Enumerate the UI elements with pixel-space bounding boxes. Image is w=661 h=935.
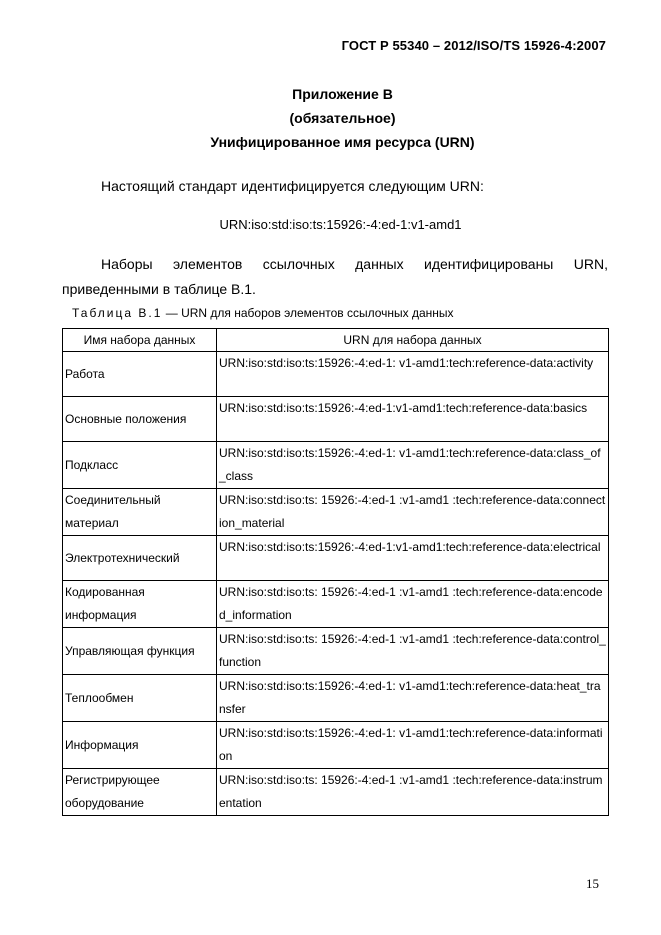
table-caption-label: Таблица В.1 bbox=[72, 306, 163, 320]
table-caption-text: — URN для наборов элементов ссылочных данных bbox=[162, 306, 454, 320]
column-header-name: Имя набора данных bbox=[63, 329, 217, 352]
dataset-name-cell: Кодированная информация bbox=[63, 581, 217, 628]
table-header-row bbox=[63, 329, 609, 352]
table-row bbox=[63, 628, 609, 675]
table-row bbox=[63, 352, 609, 397]
standard-urn: URN:iso:std:iso:ts:15926:-4:ed-1:v1-amd1 bbox=[219, 217, 462, 232]
dataset-name-cell: Электротехнический bbox=[63, 536, 217, 581]
table-row bbox=[63, 442, 609, 489]
dataset-urn-cell: URN:iso:std:iso:ts:15926:-4:ed-1: v1-amd1:tech:reference-data:activity bbox=[217, 352, 609, 397]
dataset-name-cell: Соединительный материал bbox=[63, 489, 217, 536]
document-header: ГОСТ Р 55340 – 2012/ISO/TS 15926-4:2007 bbox=[341, 38, 606, 53]
urn-table bbox=[62, 328, 609, 816]
dataset-name-cell: Подкласс bbox=[63, 442, 217, 489]
dataset-urn-cell: URN:iso:std:iso:ts: 15926:-4:ed-1 :v1-amd1 :tech:reference-data:instrumentation bbox=[217, 769, 609, 816]
dataset-urn-cell: URN:iso:std:iso:ts:15926:-4:ed-1:v1-amd1:tech:reference-data:electrical bbox=[217, 536, 609, 581]
dataset-urn-cell: URN:iso:std:iso:ts: 15926:-4:ed-1 :v1-amd1 :tech:reference-data:encoded_information bbox=[217, 581, 609, 628]
dataset-urn-cell: URN:iso:std:iso:ts: 15926:-4:ed-1 :v1-amd1 :tech:reference-data:control_function bbox=[217, 628, 609, 675]
dataset-urn-cell: URN:iso:std:iso:ts:15926:-4:ed-1: v1-amd1:tech:reference-data:class_of_class bbox=[217, 442, 609, 489]
table-row bbox=[63, 489, 609, 536]
annex-status: (обязательное) bbox=[289, 110, 396, 126]
table-row bbox=[63, 722, 609, 769]
dataset-name-cell: Основные положения bbox=[63, 397, 217, 442]
table-row bbox=[63, 769, 609, 816]
dataset-name-cell: Теплообмен bbox=[63, 675, 217, 722]
dataset-name-cell: Информация bbox=[63, 722, 217, 769]
table-caption bbox=[72, 306, 454, 320]
dataset-name-cell: Регистрирующее оборудование bbox=[63, 769, 217, 816]
page-number: 15 bbox=[586, 876, 599, 891]
table-row bbox=[63, 536, 609, 581]
table-row bbox=[63, 581, 609, 628]
annex-heading: Унифицированное имя ресурса (URN) bbox=[210, 134, 475, 150]
intro-paragraph: Настоящий стандарт идентифицируется следующим URN: bbox=[101, 178, 484, 194]
table-row bbox=[63, 675, 609, 722]
table-row bbox=[63, 397, 609, 442]
dataset-name-cell: Работа bbox=[63, 352, 217, 397]
column-header-urn: URN для набора данных bbox=[217, 329, 609, 352]
dataset-urn-cell: URN:iso:std:iso:ts:15926:-4:ed-1:v1-amd1:tech:reference-data:basics bbox=[217, 397, 609, 442]
sets-paragraph-line1: Наборы элементов ссылочных данных идентифицированы URN, bbox=[101, 256, 608, 272]
annex-title: Приложение В bbox=[292, 86, 393, 102]
dataset-urn-cell: URN:iso:std:iso:ts: 15926:-4:ed-1 :v1-amd1 :tech:reference-data:connection_material bbox=[217, 489, 609, 536]
dataset-name-cell: Управляющая функция bbox=[63, 628, 217, 675]
sets-paragraph-line2: приведенными в таблице В.1. bbox=[62, 281, 256, 297]
dataset-urn-cell: URN:iso:std:iso:ts:15926:-4:ed-1: v1-amd1:tech:reference-data:information bbox=[217, 722, 609, 769]
dataset-urn-cell: URN:iso:std:iso:ts:15926:-4:ed-1: v1-amd1:tech:reference-data:heat_transfer bbox=[217, 675, 609, 722]
